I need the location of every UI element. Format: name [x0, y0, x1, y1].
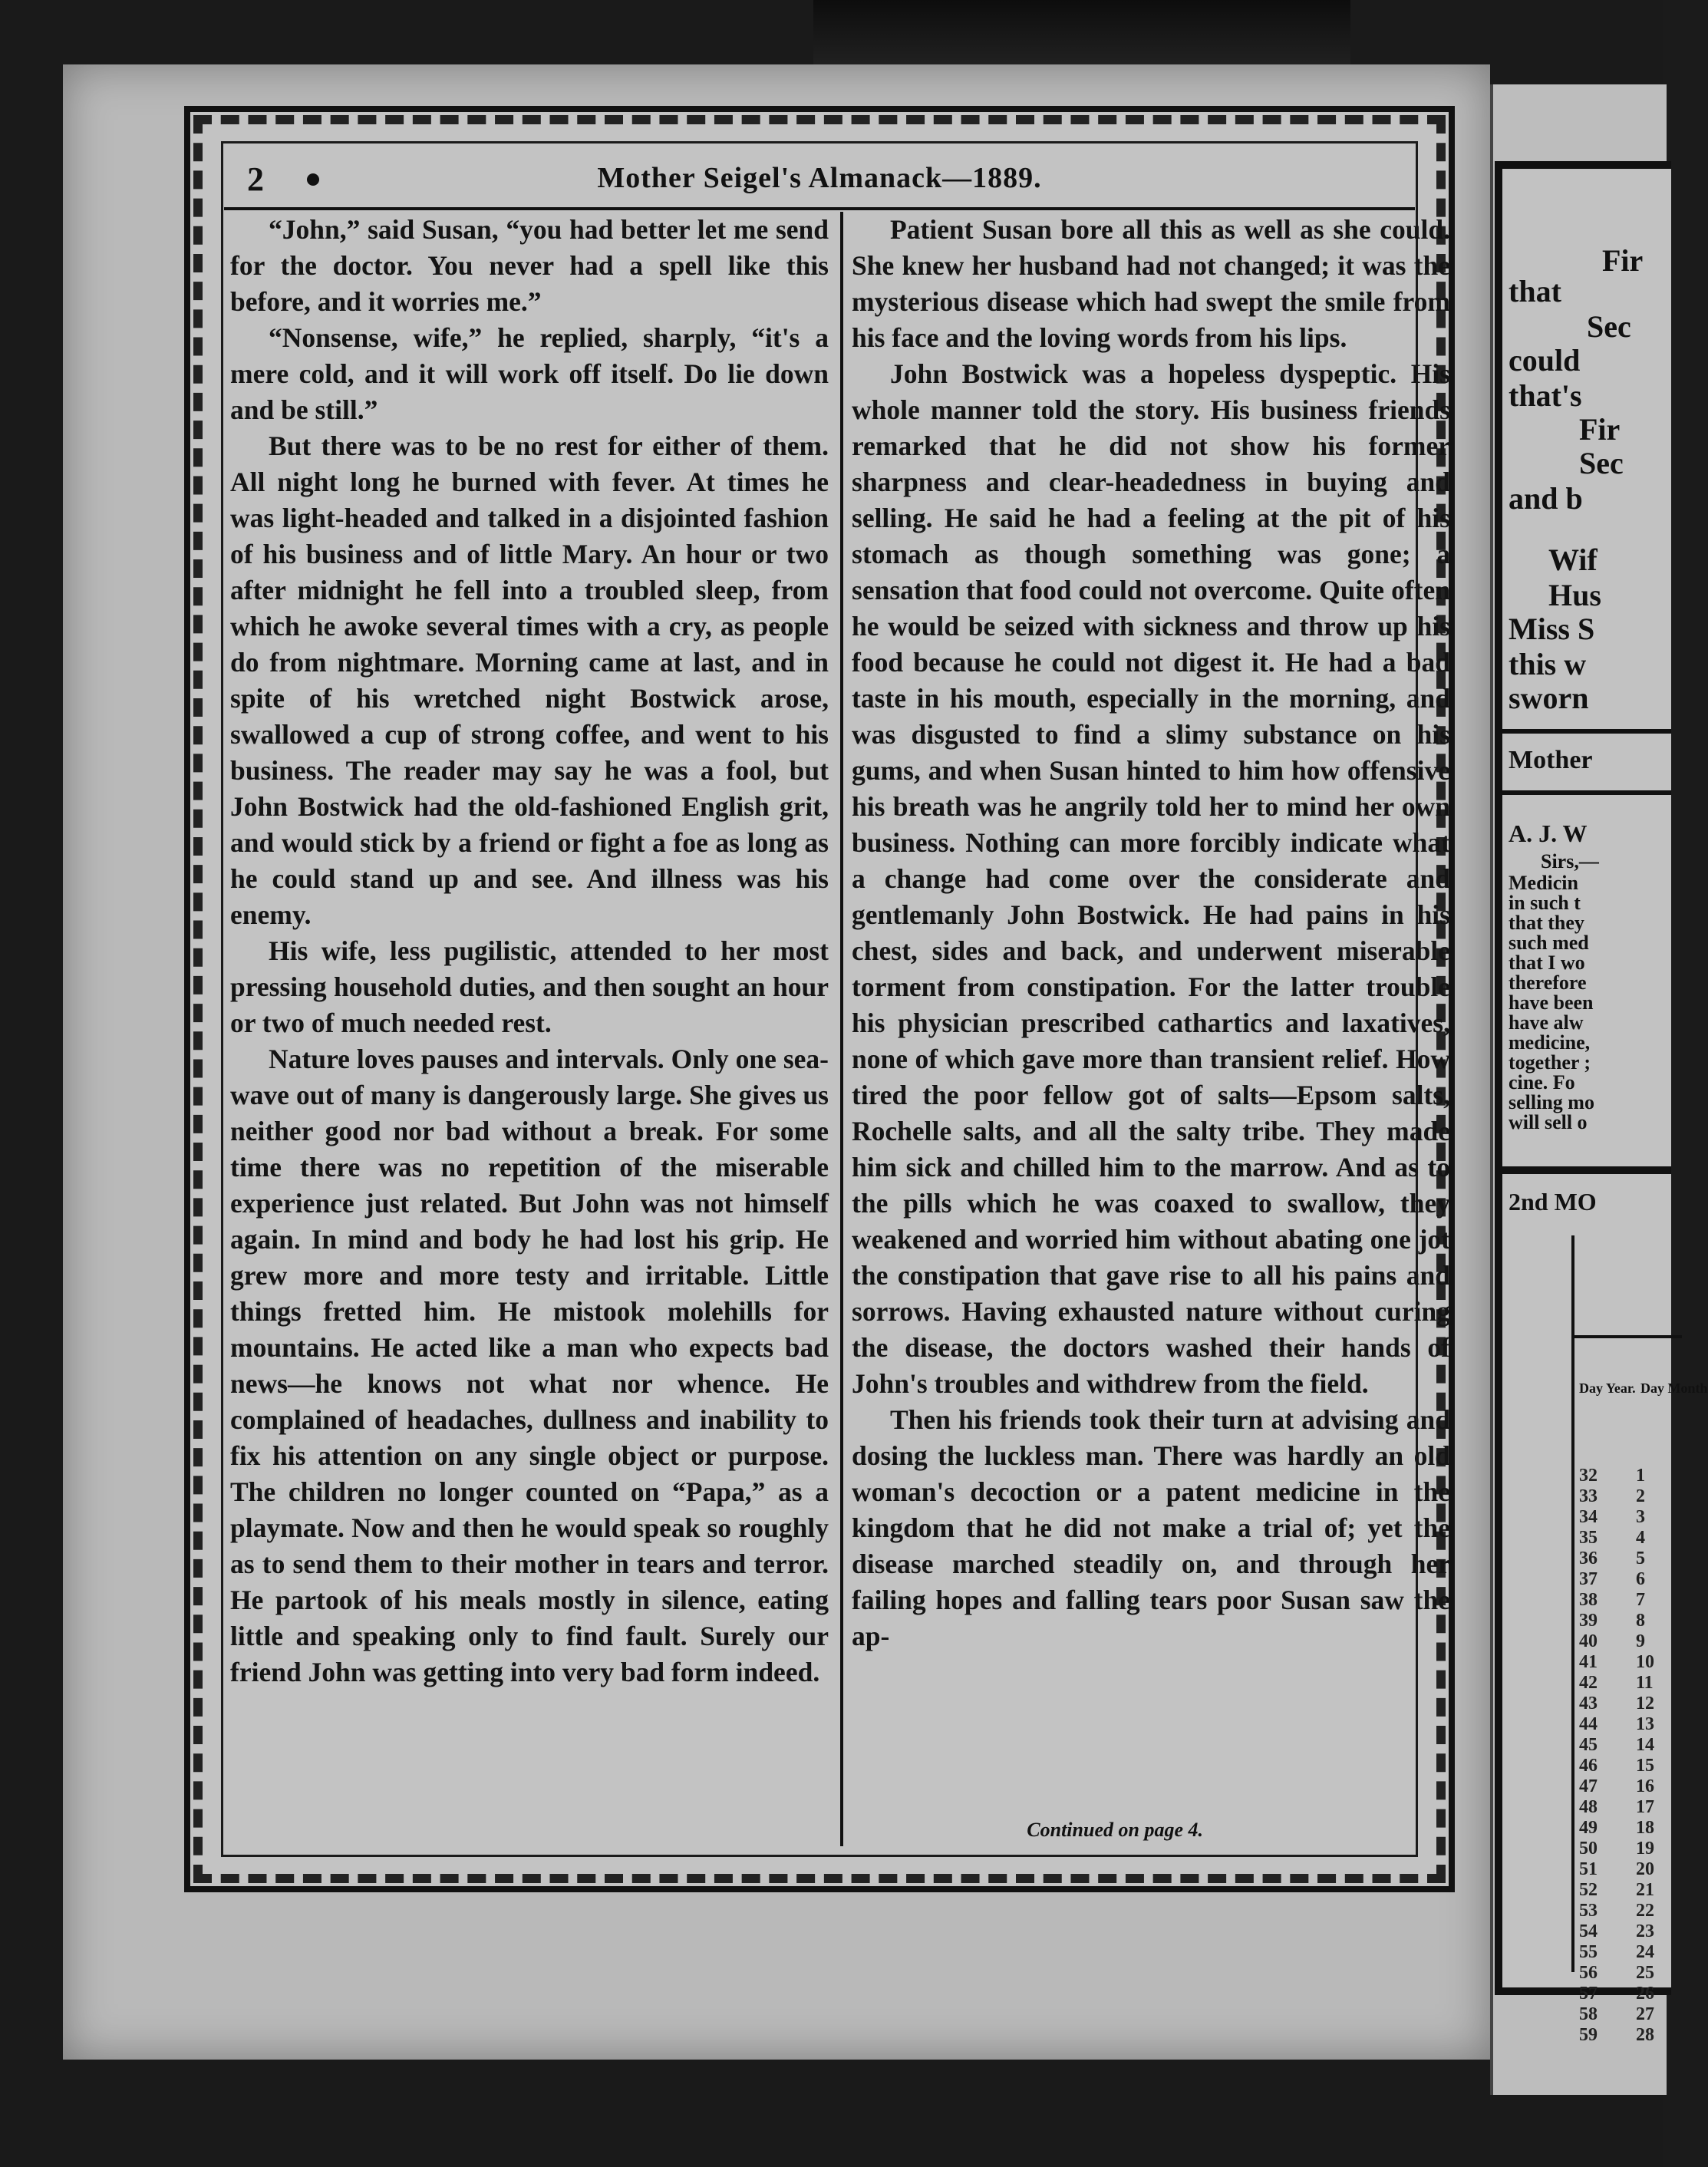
calendar-number: 23 — [1636, 1921, 1654, 1941]
adjacent-page — [1495, 161, 1708, 2045]
adjacent-fragment: 2nd MO — [1509, 1188, 1597, 1215]
page-number: 2 — [247, 160, 264, 198]
running-title: Mother Seigel's Almanack—1889. — [597, 162, 1042, 194]
adjacent-fragment: Sec — [1579, 446, 1624, 480]
calendar-number: 46 — [1579, 1756, 1598, 1776]
adjacent-fragment: medicine, — [1509, 1031, 1591, 1054]
calendar-number: 56 — [1579, 1963, 1598, 1983]
calendar-number: 52 — [1579, 1880, 1598, 1900]
adjacent-fragment: in such t — [1509, 892, 1581, 914]
paragraph: But there was to be no rest for either of them. All night long he burned with fever. At times he was light-headed and talked in a disjointed fashion of his business and of little Mary. An hour or two after midnight he fell into a troubled sleep, from which he awoke several times with a cry, as people do from nightmare. Morning came at last, and in spite of his wretched night Bostwick arose, swallowed a cup of strong coffee, and went to his business. The reader may say he was a fool, but John Bostwick had the old-fashioned English grit, and would stick by a friend or fight a foe as long as he could stand up and see. And illness was his enemy. — [230, 430, 829, 930]
calendar-number: 59 — [1579, 2025, 1598, 2045]
right-column — [852, 212, 1450, 1846]
calendar-number: 43 — [1579, 1694, 1598, 1713]
calendar-number: 13 — [1636, 1714, 1654, 1734]
continued-note: Continued on page 4. — [1027, 1819, 1203, 1841]
paragraph: His wife, less pugilistic, attended to her most pressing household duties, and then sought an hour or two of much needed rest. — [230, 935, 829, 1038]
day-of-month-column — [1636, 1466, 1654, 2046]
calendar-number: 34 — [1579, 1507, 1598, 1527]
calendar-number: 26 — [1636, 1984, 1654, 2004]
calendar-number: 27 — [1636, 2004, 1654, 2024]
calendar-number: 6 — [1636, 1569, 1645, 1589]
paragraph: “John,” said Susan, “you had better let me send for the doctor. You never had a spell like this before, and it worries me.” — [230, 214, 829, 317]
adjacent-fragment: Mother — [1509, 746, 1593, 774]
column-divider — [840, 212, 843, 1846]
adjacent-fragment: Fir — [1579, 412, 1621, 447]
adjacent-fragment: such med — [1509, 932, 1589, 954]
page-header — [224, 146, 1415, 210]
text-columns — [230, 212, 1450, 1846]
adjacent-fragment: sworn — [1509, 681, 1589, 715]
adjacent-fragment: Miss S — [1509, 612, 1595, 646]
calendar-number: 8 — [1636, 1611, 1645, 1631]
paragraph: Then his friends took their turn at advising and dosing the luckless man. There was hardly an old woman's decoction or a patent medicine in the kingdom that he did not make a trial of; yet the disease marched steadily on, and through her failing hopes and falling tears poor Susan saw the ap- — [852, 1404, 1450, 1651]
adjacent-rule — [1502, 790, 1671, 795]
adjacent-fragment: that I wo — [1509, 952, 1585, 974]
calendar-table-header — [1574, 1235, 1682, 1338]
adjacent-fragment: Hus — [1548, 578, 1601, 612]
calendar-number: 32 — [1579, 1466, 1598, 1486]
calendar-number: 49 — [1579, 1818, 1598, 1838]
adjacent-fragment: have been — [1509, 991, 1594, 1014]
calendar-number: 57 — [1579, 1984, 1598, 2004]
calendar-number: 7 — [1636, 1590, 1645, 1610]
adjacent-fragment: Sirs,— — [1541, 850, 1599, 872]
adjacent-fragment: cine. Fo — [1509, 1071, 1575, 1093]
calendar-number: 18 — [1636, 1818, 1654, 1838]
calendar-number: 3 — [1636, 1507, 1645, 1527]
calendar-number: 37 — [1579, 1569, 1598, 1589]
calendar-number: 45 — [1579, 1735, 1598, 1755]
calendar-number: 47 — [1579, 1776, 1598, 1796]
paragraph: John Bostwick was a hopeless dyspeptic. His whole manner told the story. His business friends remarked that he did not show his former sharpness and clear-headedness in buying and selling. He said he had a feeling at the pit of his stomach as though something was gone; a sensation that food could not overcome. Quite often he would be seized with sickness and throw up his food because he could not digest it. He had a bad taste in his mouth, especially in the morning, and was disgusted to find a slimy substance on his gums, and when Susan hinted to him how offensive his breath was he angrily told her to mind her own business. Nothing can more forcibly indicate what a change had come over the considerate and gentlemanly John Bostwick. He had pains in his chest, sides and back, and underwent miserable torment from constipation. For the latter trouble his physician prescribed cathartics and laxatives, none of which gave more than transient relief. How tired the poor fellow got of salts—Epsom salts, Rochelle salts, and all the salty tribe. They made him sick and chilled him to the marrow. And as to the pills which he was coaxed to swallow, they weakened and worried him without abating one jot the constipation that gave rise to all his pains and sorrows. Having exhausted nature without curing the disease, the doctors washed their hands of John's troubles and withdrew from the field. — [852, 358, 1450, 1399]
paragraph: Patient Susan bore all this as well as she could. She knew her husband had not changed; it was the mysterious disease which had swept the smile from his face and the loving words from his lips. — [852, 214, 1450, 353]
calendar-number: 1 — [1636, 1466, 1645, 1486]
adjacent-fragment: selling mo — [1509, 1091, 1594, 1113]
binding-tape — [813, 0, 1350, 69]
calendar-number: 10 — [1636, 1652, 1654, 1672]
table-header-day-year: Day Year. — [1579, 1380, 1636, 1396]
adjacent-fragment: A. J. W — [1509, 820, 1588, 847]
calendar-number: 12 — [1636, 1694, 1654, 1713]
calendar-number: 39 — [1579, 1611, 1598, 1631]
calendar-number: 38 — [1579, 1590, 1598, 1610]
calendar-number: 44 — [1579, 1714, 1598, 1734]
calendar-number: 53 — [1579, 1901, 1598, 1921]
calendar-number: 36 — [1579, 1549, 1598, 1568]
adjacent-fragment: could — [1509, 343, 1581, 378]
calendar-number: 48 — [1579, 1797, 1598, 1817]
adjacent-rule — [1502, 1166, 1671, 1174]
table-header-day-month: Day Month — [1640, 1380, 1708, 1396]
calendar-number: 41 — [1579, 1652, 1598, 1672]
adjacent-fragment: Medicin — [1509, 872, 1578, 894]
calendar-number: 2 — [1636, 1486, 1645, 1506]
adjacent-fragment: Wif — [1548, 543, 1598, 577]
adjacent-fragment: that they — [1509, 912, 1584, 934]
calendar-number: 16 — [1636, 1776, 1654, 1796]
calendar-number: 54 — [1579, 1921, 1598, 1941]
calendar-number: 24 — [1636, 1942, 1654, 1962]
adjacent-fragment: Sec — [1587, 309, 1631, 344]
calendar-number: 55 — [1579, 1942, 1598, 1962]
calendar-number: 25 — [1636, 1963, 1654, 1983]
left-column — [230, 212, 829, 1846]
almanack-page — [184, 106, 1455, 1892]
adjacent-fragment: together ; — [1509, 1051, 1591, 1074]
calendar-number: 33 — [1579, 1486, 1598, 1506]
calendar-number: 5 — [1636, 1549, 1645, 1568]
calendar-number: 28 — [1636, 2025, 1654, 2045]
calendar-number: 20 — [1636, 1859, 1654, 1879]
adjacent-fragment: that — [1509, 274, 1561, 308]
calendar-number: 15 — [1636, 1756, 1654, 1776]
adjacent-fragment: this w — [1509, 647, 1587, 681]
calendar-number: 40 — [1579, 1631, 1598, 1651]
adjacent-fragment: will sell o — [1509, 1111, 1588, 1133]
calendar-number: 4 — [1636, 1528, 1645, 1548]
adjacent-fragment: that's — [1509, 378, 1582, 413]
calendar-number: 17 — [1636, 1797, 1654, 1817]
calendar-number: 14 — [1636, 1735, 1654, 1755]
calendar-number: 11 — [1636, 1673, 1654, 1693]
calendar-table — [1571, 1235, 1682, 2045]
calendar-number: 35 — [1579, 1528, 1598, 1548]
adjacent-rule — [1502, 729, 1671, 734]
calendar-number: 22 — [1636, 1901, 1654, 1921]
paragraph: “Nonsense, wife,” he replied, sharply, “it's a mere cold, and it will work off itself. Do lie down and be still.” — [230, 322, 829, 425]
calendar-number: 19 — [1636, 1839, 1654, 1859]
adjacent-fragment: Fir — [1602, 243, 1644, 278]
calendar-number: 42 — [1579, 1673, 1598, 1693]
day-of-year-column — [1579, 1466, 1598, 2046]
calendar-number: 21 — [1636, 1880, 1654, 1900]
adjacent-fragment: and b — [1509, 481, 1583, 516]
paragraph: Nature loves pauses and intervals. Only one sea-wave out of many is dangerously large. She gives us neither good nor bad without a break. For some time there was no repetition of the miserable experience just related. But John was not himself again. In mind and body he had lost his grip. He grew more and more testy and irritable. Little things fretted him. He mistook molehills for mountains. He acted like a man who expects bad news—he knows not what nor whence. He complained of headaches, dullness and inability to fix his attention on any single object or purpose. The children no longer counted on “Papa,” as a playmate. Now and then he would speak so roughly as to send them to their mother in tears and terror. He partook of his meals mostly in silence, eating little and speaking only to find fault. Surely our friend John was getting into very bad form indeed. — [230, 1044, 829, 1687]
adjacent-fragment: have alw — [1509, 1011, 1584, 1034]
calendar-number: 58 — [1579, 2004, 1598, 2024]
adjacent-fragment: therefore — [1509, 971, 1587, 994]
calendar-number: 50 — [1579, 1839, 1598, 1859]
calendar-number: 51 — [1579, 1859, 1598, 1879]
calendar-number: 9 — [1636, 1631, 1645, 1651]
